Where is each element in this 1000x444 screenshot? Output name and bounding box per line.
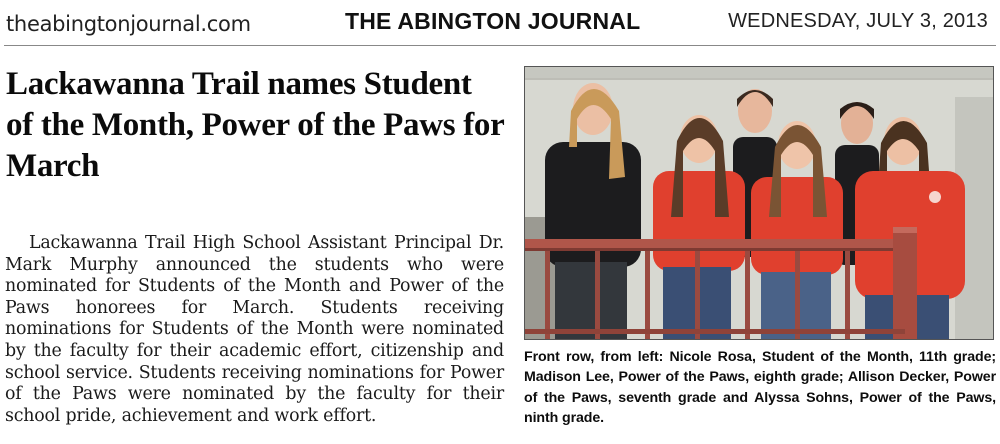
article-headline: Lackawanna Trail names Student of the Month, Power of the Paws for March [6, 66, 504, 184]
publication-date: WEDNESDAY, JULY 3, 2013 [728, 10, 988, 32]
header-divider [4, 45, 996, 46]
article-body: Lackawanna Trail High School Assistant Principal Dr. Mark Murphy announced the students who were nominated for Students of the Month and Power of the Paws honorees for March. Students receiving nominations for Students of the Month were nominated by the faculty for their academic effort, citizenship and school service. Students receiving nominations for Power of the Paws were nominated by the faculty for their school pride, achievement and work effort. [5, 233, 504, 426]
masthead [0, 0, 1000, 46]
article-photo [524, 66, 994, 340]
students-photo-illustration [525, 67, 994, 340]
photo-caption: Front row, from left: Nicole Rosa, Student of the Month, 11th grade; Madison Lee, Power of the Paws, eighth grade; Allison Decker, Power of the Paws, seventh grade and Alyssa Sohns, Power of the Paws, ninth grade. [524, 349, 996, 427]
publication-name: THE ABINGTON JOURNAL [345, 8, 641, 34]
site-url: theabingtonjournal.com [6, 12, 251, 36]
